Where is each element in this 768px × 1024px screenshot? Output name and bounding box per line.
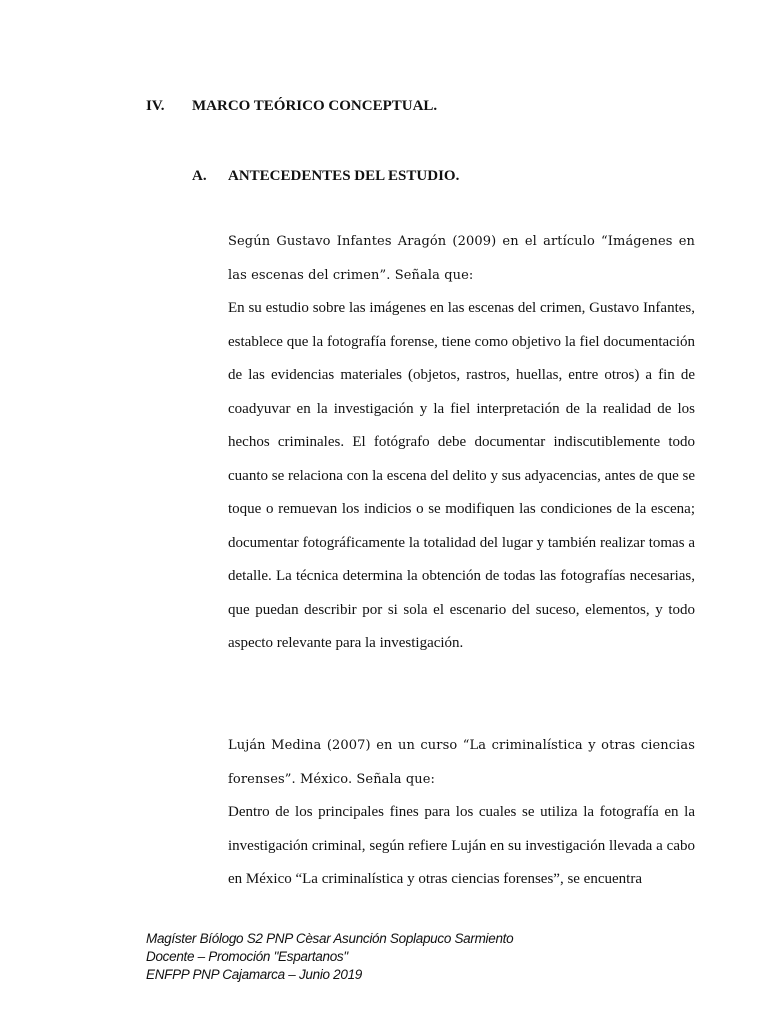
section-number: IV. [146, 98, 165, 114]
body-paragraph-lujan: Dentro de los principales fines para los cuales se utiliza la fotografía en la investigación criminal, según refiere Luján en su investigación llevada a cabo en México “La criminalística y otras ciencias forenses”, se encuentra [228, 804, 695, 887]
citation-paragraph-infantes: Según Gustavo Infantes Aragón (2009) en el artículo “Imágenes en las escenas del crimen”. Señala que: [228, 234, 695, 283]
section-heading [146, 96, 437, 116]
citation-paragraph-lujan: Luján Medina (2007) en un curso “La criminalística y otras ciencias forenses”. México. Señala que: [228, 738, 695, 787]
subsection-letter: A. [192, 168, 207, 184]
footer-course-line: Docente – Promoción "Espartanos" [146, 949, 348, 964]
subsection-heading [192, 166, 459, 186]
subsection-title: ANTECEDENTES DEL ESTUDIO. [228, 168, 460, 184]
footer-institution-line: ENFPP PNP Cajamarca – Junio 2019 [146, 967, 363, 982]
footer-author-line: Magíster Bíólogo S2 PNP Cèsar Asunción Soplapuco Sarmiento [146, 931, 514, 946]
page-footer [146, 930, 513, 984]
section-title: MARCO TEÓRICO CONCEPTUAL. [192, 98, 438, 114]
body-paragraph-infantes: En su estudio sobre las imágenes en las escenas del crimen, Gustavo Infantes, establece que la fotografía forense, tiene como objetivo la fiel documentación de las evidencias materiales (objetos, rastros, huellas, entre otros) a fin de coadyuvar en la investigación y la fiel interpretación de la realidad de los hechos criminales. El fotógrafo debe documentar indiscutiblemente todo cuanto se relaciona con la escena del delito y sus adyacencias, antes de que se toque o remuevan los indicios o se modifiquen las condiciones de la escena; documentar fotográficamente la totalidad del lugar y también realizar tomas a detalle. La técnica determina la obtención de todas las fotografías necesarias, que puedan describir por si sola el escenario del suceso, elementos, y todo aspecto relevante para la investigación. [228, 300, 695, 651]
